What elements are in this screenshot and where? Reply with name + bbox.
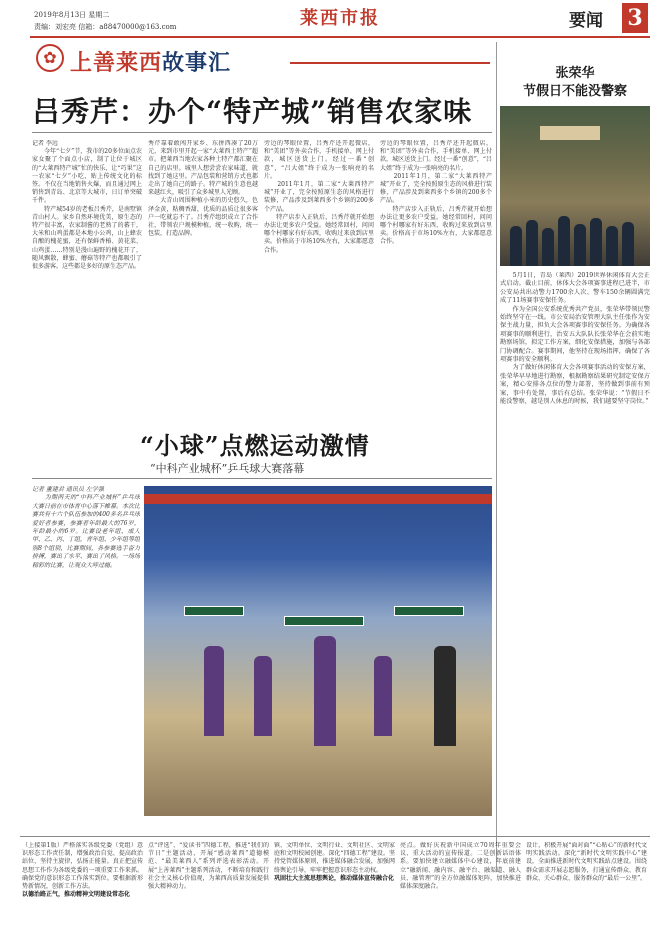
column-title-rule bbox=[290, 62, 490, 64]
issue-date: 2019年8月13日 星期二 bbox=[34, 11, 110, 19]
masthead-rule bbox=[30, 36, 650, 38]
bottom-column-5 bbox=[526, 842, 647, 938]
bottom-col4-text: 亮点。做好庆祝新中国成立70周年重要会议、重大活动的宣传报道。二是创新话语体系。要加快建立融媒体中心建设，年底前建立“融新闻、融内容、融平台、融渠道、融人员、融管理”的全方位融媒体矩阵，加快推进媒体深度融合。 bbox=[400, 842, 521, 891]
newspaper-logo: 莱西市报 bbox=[300, 8, 380, 29]
bottom-col2-text: 点“评选”、“爱读书”四德工程，推进“我们的节日”主题活动，开展“感动莱西”道德模范、“最美莱西人”系列评选表彰活动。开展“上善莱西”主题系列活动，不断培育和践行社会主义核心价值观，为莱西高质量发展提供强大精神动力。 bbox=[148, 842, 269, 891]
article-column-3: 旁边的琴眼位置，吕秀芹还开起微店，和“美团”等外卖合作，手机接单、网上付款，城区送货上门。经过一番“创意”，“吕大姐”终于成为一张响亮的名片。 2011年1月，第二家“大莱西特产城”开业了，完全按照原生态的风格进行装修，产品涉及到莱西多个乡镇的200多个产品。 特产店步入正轨后，吕秀芹就开始想办法让更多农户受益。她经常回村，问问哪个村哪家有好东西，收购过来放到店里卖。价格高于市场10%左右，大家都愿意合作。 bbox=[264, 140, 374, 254]
editor-line: 责编：刘宏亮 信箱：a88470000@163.com bbox=[34, 23, 177, 31]
right-article-body: 5月1日，青岛（莱西）2019世界休闲体育大会正式启动。截止目前，休体大会各项赛事进程已进半，市公安局共出动警力1700余人次、警车150余辆圆满完成了11场赛事安保任务。 作为全国公安系统优秀共产党员，张荣华带领民警始终坚守在一线。市公安局治安管理大队主任张作为安保主战力量，担负大会各项赛事的安保任务。为确保各项赛事的顺利进行，治安五大队队长张荣华在会前实地勘察场馆，拟定工作方案，细化安保措施，加强与各部门协调配合。赛事期间，他坚持在现场指挥，确保了各项赛事的安全顺利。 为了做好休闲体育大会各项赛事活动的安保方案，张荣华早早地进行勘察，根据勘察结果研究制定安保方案，精心安排各点位的警力部署，坚持做到事前有预案，事中有处置，事后有总结。张荣华说：“节假日不能没警察，越是别人休息的时候，我们越要坚守岗位。” bbox=[500, 272, 650, 406]
police-event-photo bbox=[500, 106, 650, 266]
section2-rule bbox=[32, 478, 492, 479]
column-title bbox=[70, 46, 231, 77]
page-number: 3 bbox=[622, 3, 648, 33]
column-divider bbox=[496, 42, 497, 872]
bottom-col5-text: 设计，积极开展“面对面”“心贴心”的新时代文明实践活动。深化“新时代文明实践中心”建设，全面推进新时代文明实践站点建设。围绕群众需求开展志愿服务，打通宣传群众、教育群众、关心群众、服务群众的“最后一公里”。 bbox=[526, 842, 647, 882]
right-article-title-2: 节假日不能没警察 bbox=[522, 84, 627, 99]
column-title-b: 故事汇 bbox=[162, 51, 232, 76]
bottom-col1-heading: 以德治路正气，推动精神文明建设常态化 bbox=[22, 891, 131, 899]
headline-rule bbox=[32, 132, 492, 133]
article-column-2: 秀芹靠着敢闯开家乡、东拼西凑了20万元，来到市里开起一家“大莱西土特产”超市。把莱西当地农家各种土特产都汇聚在自己的店里。城里人想尝尝农家味道，就找到了她这里。产品包装和营销方式也都走出了她自己的路子。特产城的生意也越来越红火，吸引了众多城里人光顾。 大青山周围种植小米的历史悠久，色泽金黄，粘稠香甜，优质的品质让很多客户一吃就忘不了。吕秀芹组织成立了合作社，带领农户规模种植，统一收购，统一包装，打造品牌。 bbox=[148, 140, 258, 238]
right-article-title-1: 张荣华 bbox=[555, 66, 595, 81]
bottom-rule bbox=[20, 836, 650, 837]
article-column-4: 旁边的琴眼位置，吕秀芹还开起微店，和“美团”等外卖合作，手机接单、网上付款，城区送货上门。经过一番“创意”，“吕大姐”终于成为一张响亮的名片。 2011年1月，第二家“大莱西特产城”开业了，完全按照原生态的风格进行装修，产品涉及到莱西多个乡镇的200多个产品。 特产店步入正轨后，吕秀芹就开始想办法让更多农户受益。她经常回村，问问哪个村哪家有好东西，收购过来放到店里卖。价格高于市场10%左右，大家都愿意合作。 bbox=[380, 140, 492, 246]
bottom-column-4 bbox=[400, 842, 521, 938]
rosette-icon: ✿ bbox=[36, 44, 64, 72]
section2-headline: “小球”点燃运动激情 bbox=[140, 431, 370, 460]
table-tennis-photo bbox=[144, 486, 492, 816]
masthead bbox=[0, 0, 659, 38]
section2-intro: 记者 董建君 通讯员 左学强 为期两天的“中科产业城杯”乒乓球大赛日前在市体育中心落下帷幕。本次比赛共有十六个队伍参加的400多名乒乓球爱好者参赛，参赛者年龄最大的76岁，年龄最小的6岁。比赛设老年组、成人甲、乙、丙、丁组，青年组、少年组等组别8个组别，比赛期间，各参赛选手奋力拼搏，赛出了水平、赛出了风格。一场场精彩的比赛，让观众大呼过瘾。 bbox=[32, 486, 140, 569]
bottom-col3-text: 镇、文明单位、文明行业、文明社区、文明家庭和文明校园创建。深化“四德工程”建设。坚持党管媒体原则，推进媒体融合发展，加强网络舆论引导，牢牢把握意识形态主动权。 bbox=[274, 842, 395, 874]
article-column-1: 记者 李远 今年“七夕”节，我市的20多位面点农家女聚了个面点小店，制了让位于城区的“大莱西特产城”忙的快乐，让“巧果”这一农家“七夕”小吃，贴上传统文化的标签。不仅在当地销售火爆，而且通过网上销售到青岛、北京等大城市，日订单突破千件。 特产城54岁的老板吕秀芹，是南墅镇青山村人。家乡自然环境优美，原生态的特产很丰富，农家制酱的老熟了的蕃干，大米和山鸡蛋都是本地小公鸡，山上蜂农自酿的槐花蜜，还有保鲜香椿、黄花菜、山鸡蛋……特别是漫山遍野的槐花开了，随风飘散，蜂蜜、蘑菇等特产也都吸引了很多游客。这些都是多好的原生态产品。 bbox=[32, 140, 142, 271]
bottom-col3-heading: 巩固壮大主流思想舆论，推动媒体宣传融合化 bbox=[274, 874, 395, 882]
bottom-column-3 bbox=[274, 842, 395, 938]
bottom-col1-text: （上接第1版）严格落实各级党委（党组）意识形态工作责任制，增强政治自觉、提高政治站位，坚持主旋律，弘扬正能量。真正把宣传思想工作作为各级党委的一项重要工作来抓。确保党的意识形态工作落实到位。要根据新形势新情况，创新工作方法。 bbox=[22, 842, 143, 891]
bottom-column-2 bbox=[148, 842, 269, 938]
main-headline: 吕秀芹：办个“特产城”销售农家味 bbox=[32, 95, 473, 128]
column-title-a: 上善莱西 bbox=[70, 51, 163, 76]
section-name: 要闻 bbox=[569, 11, 603, 31]
bottom-column-1 bbox=[22, 842, 143, 938]
section2-subheadline: “中科产业城杯”乒乓球大赛落幕 bbox=[150, 462, 305, 475]
